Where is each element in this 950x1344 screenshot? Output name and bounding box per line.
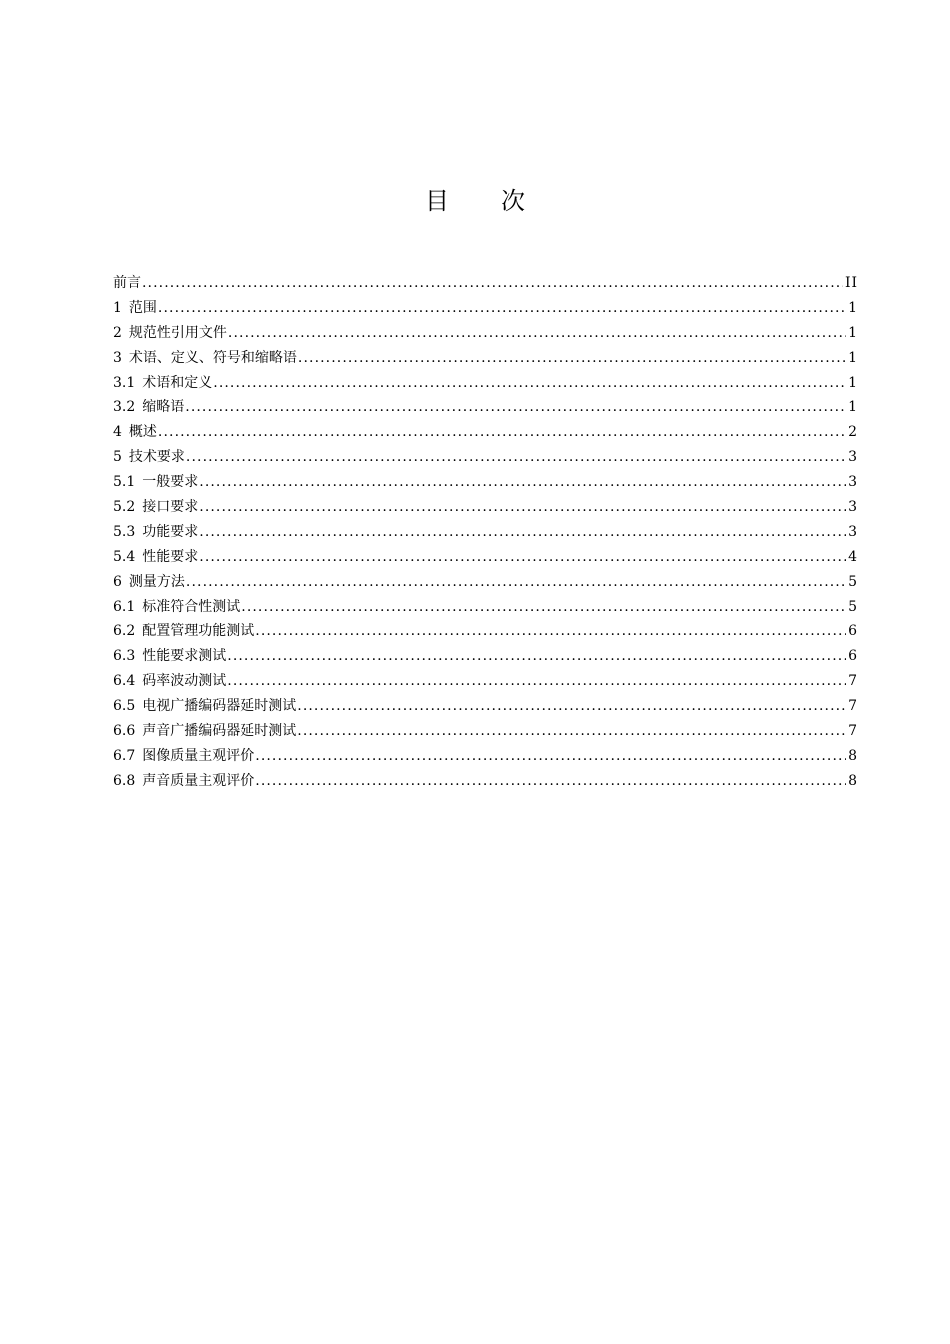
toc-entry-number: 5 (113, 449, 122, 466)
toc-entry-number: 6.6 (113, 723, 136, 740)
toc-entry[interactable] (113, 570, 858, 595)
toc-dot-leader (241, 595, 846, 620)
toc-entry-number: 6 (113, 573, 122, 590)
toc-entry-label: 概述 (128, 424, 157, 441)
toc-entry[interactable] (113, 445, 858, 470)
toc-entry-number: 1 (113, 299, 122, 316)
toc-page-number: 1 (848, 374, 858, 391)
toc-page-number: 3 (848, 499, 858, 516)
toc-entry[interactable] (113, 271, 858, 296)
toc-page-number: 6 (848, 623, 858, 640)
toc-entry-number: 6.8 (113, 772, 136, 789)
toc-entry-label: 接口要求 (142, 499, 199, 516)
toc-entry-label: 缩略语 (142, 399, 185, 416)
toc-dot-leader (227, 669, 846, 694)
toc-entry-label: 标准符合性测试 (142, 598, 241, 615)
toc-page-number: 8 (848, 747, 858, 764)
toc-entry-number: 5.1 (113, 474, 136, 491)
toc-page-number: 8 (848, 772, 858, 789)
toc-entry-label: 测量方法 (128, 573, 185, 590)
toc-entry[interactable] (113, 395, 858, 420)
toc-dot-leader (213, 371, 846, 396)
toc-dot-leader (186, 445, 846, 470)
toc-entry-label: 码率波动测试 (142, 673, 227, 690)
page-title (0, 183, 950, 219)
toc-page-number: 7 (848, 723, 858, 740)
toc-dot-leader (255, 744, 846, 769)
toc-entry-number: 3.1 (113, 374, 136, 391)
toc-dot-leader (142, 271, 843, 296)
toc-page-number: 3 (848, 474, 858, 491)
toc-entry-number: 5.2 (113, 499, 136, 516)
title-char-2: 次 (501, 187, 525, 215)
toc-entry-label: 声音质量主观评价 (142, 772, 255, 789)
toc-dot-leader (199, 520, 846, 545)
toc-page-number: 7 (848, 673, 858, 690)
toc-dot-leader (199, 495, 846, 520)
toc-entry[interactable] (113, 619, 858, 644)
toc-entry-number: 5.3 (113, 523, 136, 540)
toc-page-number: II (844, 275, 858, 291)
toc-entry[interactable] (113, 470, 858, 495)
toc-dot-leader (185, 395, 846, 420)
toc-entry-label: 性能要求 (142, 548, 199, 565)
toc-entry[interactable] (113, 520, 858, 545)
toc-entry[interactable] (113, 719, 858, 744)
toc-dot-leader (297, 719, 846, 744)
toc-entry[interactable] (113, 694, 858, 719)
toc-page-number: 1 (848, 324, 858, 341)
toc-entry[interactable] (113, 744, 858, 769)
toc-entry-number: 6.4 (113, 673, 136, 690)
toc-entry[interactable] (113, 495, 858, 520)
toc-dot-leader (227, 644, 846, 669)
toc-dot-leader (255, 619, 846, 644)
toc-entry-number: 3 (113, 349, 122, 366)
toc-entry[interactable] (113, 545, 858, 570)
toc-entry-label: 声音广播编码器延时测试 (142, 723, 297, 740)
toc-entry-label: 配置管理功能测试 (142, 623, 255, 640)
toc-dot-leader (158, 420, 846, 445)
toc-entry[interactable] (113, 346, 858, 371)
toc-page-number: 3 (848, 449, 858, 466)
toc-entry-number: 2 (113, 324, 122, 341)
table-of-contents (113, 271, 858, 794)
toc-entry-number: 6.3 (113, 648, 136, 665)
toc-page-number: 3 (848, 523, 858, 540)
toc-entry-label: 术语和定义 (142, 374, 213, 391)
toc-entry[interactable] (113, 595, 858, 620)
toc-dot-leader (199, 470, 846, 495)
toc-dot-leader (297, 694, 846, 719)
title-char-1: 目 (425, 187, 449, 215)
toc-entry-label: 术语、定义、符号和缩略语 (128, 349, 297, 366)
toc-page-number: 1 (848, 299, 858, 316)
toc-entry-number: 6.2 (113, 623, 136, 640)
toc-dot-leader (186, 570, 846, 595)
toc-page-number: 1 (848, 349, 858, 366)
toc-page-number: 2 (848, 424, 858, 441)
toc-entry[interactable] (113, 371, 858, 396)
toc-entry-number: 6.1 (113, 598, 136, 615)
toc-entry-number: 3.2 (113, 399, 136, 416)
toc-dot-leader (228, 321, 846, 346)
toc-page-number: 4 (848, 548, 858, 565)
toc-entry[interactable] (113, 296, 858, 321)
toc-entry-label: 图像质量主观评价 (142, 747, 255, 764)
toc-entry-label: 前言 (113, 275, 141, 291)
toc-page-number: 6 (848, 648, 858, 665)
toc-entry-label: 电视广播编码器延时测试 (142, 698, 297, 715)
toc-entry-number: 5.4 (113, 548, 136, 565)
toc-entry-label: 功能要求 (142, 523, 199, 540)
toc-entry-label: 技术要求 (128, 449, 185, 466)
toc-entry[interactable] (113, 321, 858, 346)
toc-entry-label: 范围 (128, 299, 157, 316)
toc-entry-number: 4 (113, 424, 122, 441)
toc-entry[interactable] (113, 420, 858, 445)
toc-entry-number: 6.7 (113, 747, 136, 764)
toc-dot-leader (298, 346, 846, 371)
toc-page-number: 1 (848, 399, 858, 416)
toc-dot-leader (158, 296, 846, 321)
toc-entry[interactable] (113, 769, 858, 794)
toc-page-number: 7 (848, 698, 858, 715)
toc-entry-number: 6.5 (113, 698, 136, 715)
toc-page-number: 5 (848, 573, 858, 590)
toc-entry[interactable] (113, 669, 858, 694)
toc-entry[interactable] (113, 644, 858, 669)
toc-page-number: 5 (848, 598, 858, 615)
toc-dot-leader (199, 545, 846, 570)
toc-entry-label: 一般要求 (142, 474, 199, 491)
toc-entry-label: 性能要求测试 (142, 648, 227, 665)
toc-entry-label: 规范性引用文件 (128, 324, 227, 341)
toc-dot-leader (255, 769, 846, 794)
